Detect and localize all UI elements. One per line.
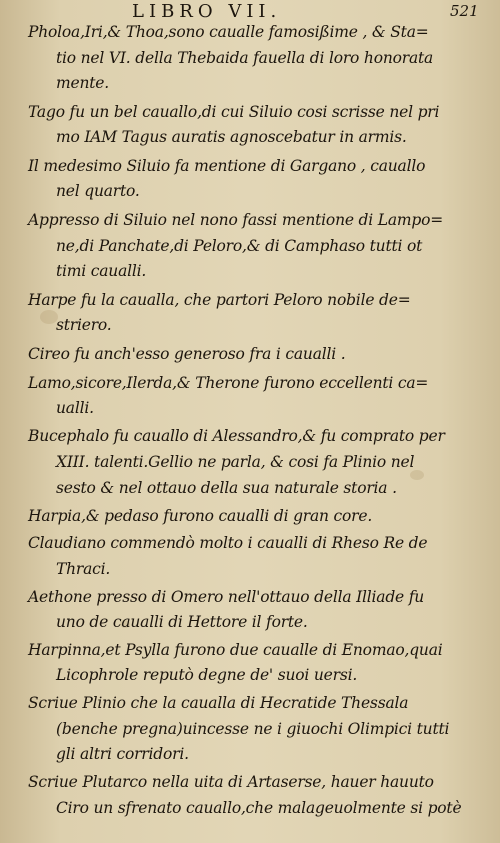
text-line: timi caualli. xyxy=(56,262,147,280)
text-line: mente. xyxy=(56,74,109,92)
text-line: Bucephalo fu cauallo di Alessandro,& fu comprato per xyxy=(28,427,445,445)
running-head: LIBRO VII. xyxy=(132,1,282,22)
text-line: Lamo,sicore,Ilerda,& Therone furono eccellenti ca= xyxy=(28,374,429,392)
text-line: Harpia,& pedaso furono caualli di gran core. xyxy=(28,507,373,525)
text-line: ualli. xyxy=(56,399,94,417)
text-line: Tago fu un bel cauallo,di cui Siluio cosi scrisse nel pri xyxy=(28,103,440,121)
text-line: Harpinna,et Psylla furono due caualle di Enomao,quai xyxy=(28,641,443,659)
text-line: striero. xyxy=(56,316,112,334)
text-line: Scriue Plutarco nella uita di Artaserse, hauer hauuto xyxy=(28,773,434,791)
text-line: Licophrole reputò degne de' suoi uersi. xyxy=(56,666,358,684)
text-line: Appresso di Siluio nel nono fassi mentione di Lampo= xyxy=(28,211,444,229)
text-line: gli altri corridori. xyxy=(56,745,189,763)
text-line: (benche pregna)uincesse ne i giuochi Olimpici tutti xyxy=(56,720,450,738)
text-line: nel quarto. xyxy=(56,182,140,200)
text-line: ne,di Panchate,di Peloro,& di Camphaso tutti ot xyxy=(56,237,423,255)
text-line: Pholoa,Iri,& Thoa,sono caualle famosißime , & Sta= xyxy=(28,23,429,41)
text-line: uno de caualli di Hettore il forte. xyxy=(56,613,308,631)
page-number: 521 xyxy=(450,2,479,20)
text-line: Aethone presso di Omero nell'ottauo della Illiade fu xyxy=(28,588,425,606)
text-line: tio nel VI. della Thebaida fauella di loro honorata xyxy=(56,49,434,67)
text-line: Il medesimo Siluio fa mentione di Gargano , cauallo xyxy=(28,157,426,175)
text-line: Scriue Plinio che la caualla di Hecratide Thessala xyxy=(28,694,409,712)
text-line: Cireo fu anch'esso generoso fra i caualli . xyxy=(28,345,346,363)
text-line: Claudiano commendò molto i caualli di Rheso Re de xyxy=(28,534,428,552)
text-line: mo IAM Tagus auratis agnoscebatur in armis. xyxy=(56,128,407,146)
text-line: XIII. talenti.Gellio ne parla, & cosi fa Plinio nel xyxy=(56,453,415,471)
text-line: Harpe fu la caualla, che partori Peloro nobile de= xyxy=(28,291,411,309)
text-line: Ciro un sfrenato cauallo,che malageuolmente si potè xyxy=(56,799,462,817)
text-line: Thraci. xyxy=(56,560,111,578)
text-line: sesto & nel ottauo della sua naturale storia . xyxy=(56,479,397,497)
